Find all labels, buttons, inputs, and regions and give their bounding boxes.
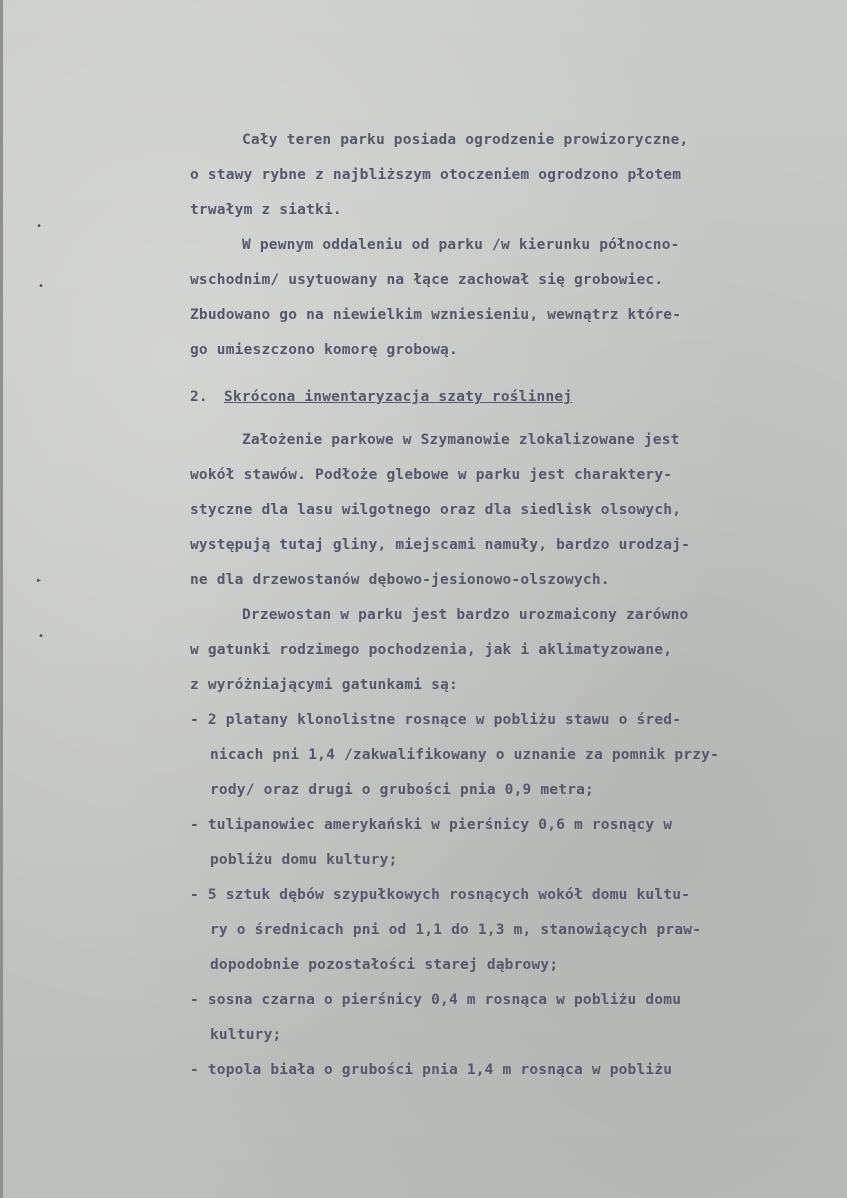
list-item: - 2 platany klonolistne rosnące w pobliżu stawu o śred- <box>190 712 682 728</box>
section-heading: Skrócona inwentaryzacja szaty roślinnej <box>224 389 573 405</box>
text-line: o stawy rybne z najbliższym otoczeniem ogrodzono płotem <box>190 167 682 183</box>
text-line: wschodnim/ usytuowany na łące zachował się grobowiec. <box>190 272 664 288</box>
text-line: wokół stawów. Podłoże glebowe w parku jest charaktery- <box>190 467 673 483</box>
list-item: - sosna czarna o pierśnicy 0,4 m rosnąca w pobliżu domu <box>190 992 682 1008</box>
text-line: trwałym z siatki. <box>190 202 342 218</box>
text-line: w gatunki rodzimego pochodzenia, jak i aklimatyzowane, <box>190 642 673 658</box>
text-line: występują tutaj gliny, miejscami namuły, bardzo urodzaj- <box>190 537 691 553</box>
margin-mark: • <box>36 221 43 232</box>
text-line: Zbudowano go na niewielkim wzniesieniu, wewnątrz które- <box>190 307 682 323</box>
text-line: go umieszczono komorę grobową. <box>190 342 458 358</box>
margin-mark: • <box>38 281 45 292</box>
text-line: Założenie parkowe w Szymanowie zlokalizowane jest <box>242 432 680 448</box>
page-edge <box>0 0 3 1198</box>
list-item-continuation: rody/ oraz drugi o grubości pnia 0,9 metra; <box>210 782 594 798</box>
section-number: 2. <box>190 389 217 405</box>
text-line: W pewnym oddaleniu od parku /w kierunku północno- <box>242 237 680 253</box>
list-item: - tulipanowiec amerykański w pierśnicy 0,6 m rosnący w <box>190 817 673 833</box>
list-item-continuation: nicach pni 1,4 /zakwalifikowany o uznanie za pomnik przy- <box>210 747 719 763</box>
list-item-continuation: dopodobnie pozostałości starej dąbrowy; <box>210 957 559 973</box>
list-item-continuation: kultury; <box>210 1027 282 1043</box>
text-line: ne dla drzewostanów dębowo-jesionowo-olszowych. <box>190 572 610 588</box>
list-item-continuation: pobliżu domu kultury; <box>210 852 398 868</box>
list-item: - 5 sztuk dębów szypułkowych rosnących wokół domu kultu- <box>190 887 691 903</box>
margin-mark: ▸ <box>36 575 43 586</box>
text-line: Cały teren parku posiada ogrodzenie prowizoryczne, <box>242 132 689 148</box>
list-item-continuation: ry o średnicach pni od 1,1 do 1,3 m, stanowiących praw- <box>210 922 702 938</box>
text-line: styczne dla lasu wilgotnego oraz dla siedlisk olsowych, <box>190 502 682 518</box>
text-line: z wyróżniającymi gatunkami są: <box>190 677 458 693</box>
list-item: - topola biała o grubości pnia 1,4 m rosnąca w pobliżu <box>190 1062 673 1078</box>
text-line: Drzewostan w parku jest bardzo urozmaicony zarówno <box>242 607 689 623</box>
margin-mark: • <box>38 631 45 642</box>
